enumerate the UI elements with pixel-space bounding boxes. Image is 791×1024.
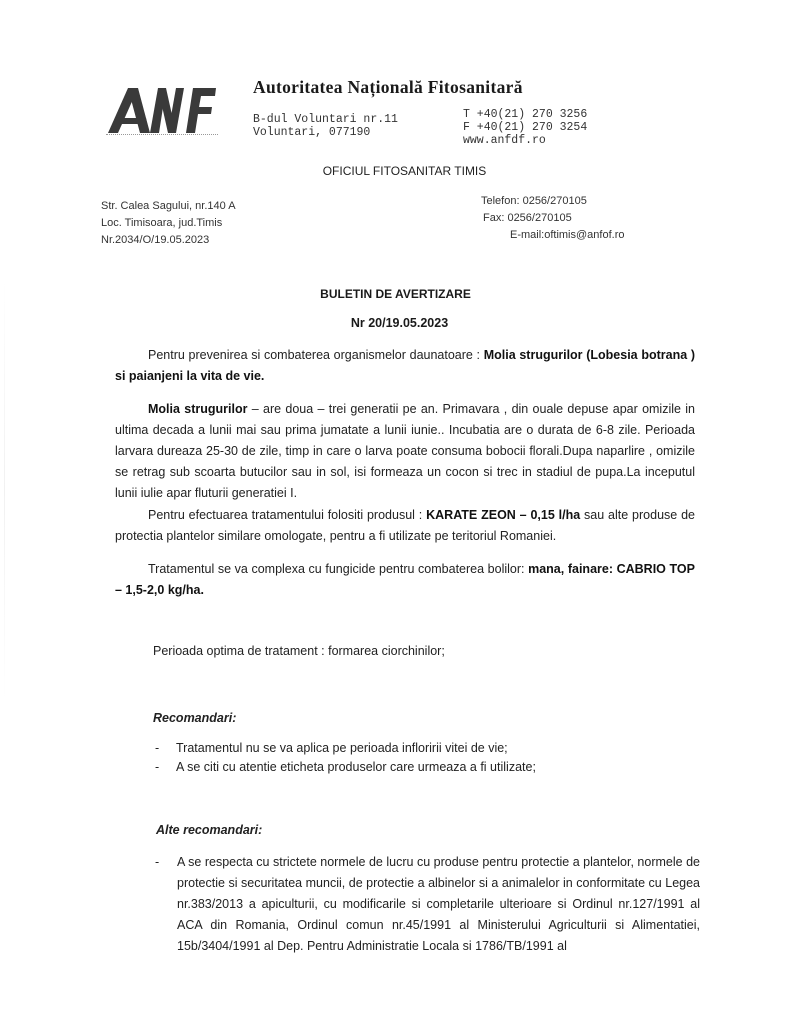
office-name: OFICIUL FITOSANITAR TIMIS	[322, 164, 487, 178]
treatment-text: Pentru efectuarea tratamentului folositi produsul :	[148, 508, 427, 522]
recommendations-list	[155, 739, 536, 777]
list-item: - Tratamentul nu se va aplica pe perioada infloririi vitei de vie;	[155, 739, 536, 758]
document-registration: Nr.2034/O/19.05.2023	[101, 234, 210, 246]
office-street: Str. Calea Sagului, nr.140 A	[101, 200, 236, 212]
molia-heading: Molia strugurilor	[148, 402, 248, 416]
org-phone: T +40(21) 270 3256	[463, 108, 588, 121]
other-recommendations-item	[155, 852, 700, 957]
org-contact	[463, 108, 587, 147]
logo-caption-line	[106, 134, 218, 138]
office-locality: Loc. Timisoara, jud.Timis	[101, 217, 223, 229]
other-recommendations-text: A se respecta cu strictete normele de lucru cu produse pentru protectie a plantelor, normele de protectie si securitatea muncii, de protectie a albinelor si a animalelor in conformitate cu Legea nr.383/2013 a apiculturii, cu modificarile si completarile ulterioare si Ordinul nr.127/1991 al ACA din Romania, Ordinul comun nr.45/1991 al Ministerului Agriculturii si Alimentatiei, 15b/3404/1991 al Dep. Pentru Administratie Locala si 1786/TB/1991 al	[177, 855, 700, 953]
intro-text: Pentru prevenirea si combaterea organismelor daunatoare :	[148, 348, 484, 362]
bullet-dash: -	[155, 855, 160, 869]
treatment-alternatives: sau alte produse de protectia plantelor similare omologate, pentru a fi utilizate pe teritoriul Romaniei.	[115, 508, 695, 543]
recommendations-title: Recomandari:	[153, 711, 237, 725]
fungicide-product: mana, fainare: CABRIO TOP – 1,5-2,0 kg/ha.	[115, 562, 695, 597]
document-title	[0, 287, 791, 301]
list-item: - A se citi cu atentie eticheta produselor care urmeaza a fi utilizate;	[155, 758, 536, 777]
paragraph-intro	[115, 345, 695, 387]
office-title	[0, 164, 791, 178]
org-fax: F +40(21) 270 3254	[463, 121, 588, 134]
document-number-text: Nr 20/19.05.2023	[350, 316, 449, 330]
org-website: www.anfdf.ro	[463, 134, 546, 147]
office-address	[101, 198, 236, 249]
paragraph-treatment	[115, 505, 695, 547]
fungicide-text: Tratamentul se va complexa cu fungicide pentru combaterea bolilor:	[148, 562, 529, 576]
address-line-1: B-dul Voluntari nr.11	[253, 113, 398, 126]
intro-pests: Molia strugurilor (Lobesia botrana ) si paianjeni la vita de vie.	[115, 348, 696, 383]
org-name: Autoritatea Națională Fitosanitară	[253, 77, 523, 97]
office-email: E-mail:oftimis@anfof.ro	[510, 229, 625, 241]
paragraph-fungicide	[115, 559, 695, 601]
scan-margin-shadow	[4, 280, 5, 700]
molia-description: – are doua – trei generatii pe an. Primavara , din ouale depuse apar omizile in ultima decada a lunii mai sau prima jumatate a lunii iunie.. Incubatia are o durata de 6-8 zile. Perioada larvara dureaza 25-30 de zile, timp in care o larva poate consuma bobocii florali.Dupa naparlire , omizile se retrag sub scoarta butucilor sau in sol, isi formeaza un cocon si trec in stadiul de pupa.La inceputul lunii iulie apar fluturii generatiei I.	[115, 402, 695, 500]
address-line-2: Voluntari, 077190	[253, 126, 371, 139]
treatment-product: KARATE ZEON – 0,15 l/ha	[426, 508, 581, 522]
document-number	[0, 316, 791, 330]
office-phone: Telefon: 0256/270105	[481, 195, 587, 207]
period-text: Perioada optima de tratament : formarea ciorchinilor;	[153, 644, 445, 658]
office-contact	[481, 193, 624, 244]
other-recommendations-title: Alte recomandari:	[156, 823, 263, 837]
office-fax: Fax: 0256/270105	[483, 212, 572, 224]
anf-logo	[106, 86, 218, 134]
paragraph-molia	[115, 399, 695, 504]
paragraph-period	[115, 641, 695, 662]
org-address	[253, 113, 398, 139]
document-title-text: BULETIN DE AVERTIZARE	[320, 287, 471, 301]
